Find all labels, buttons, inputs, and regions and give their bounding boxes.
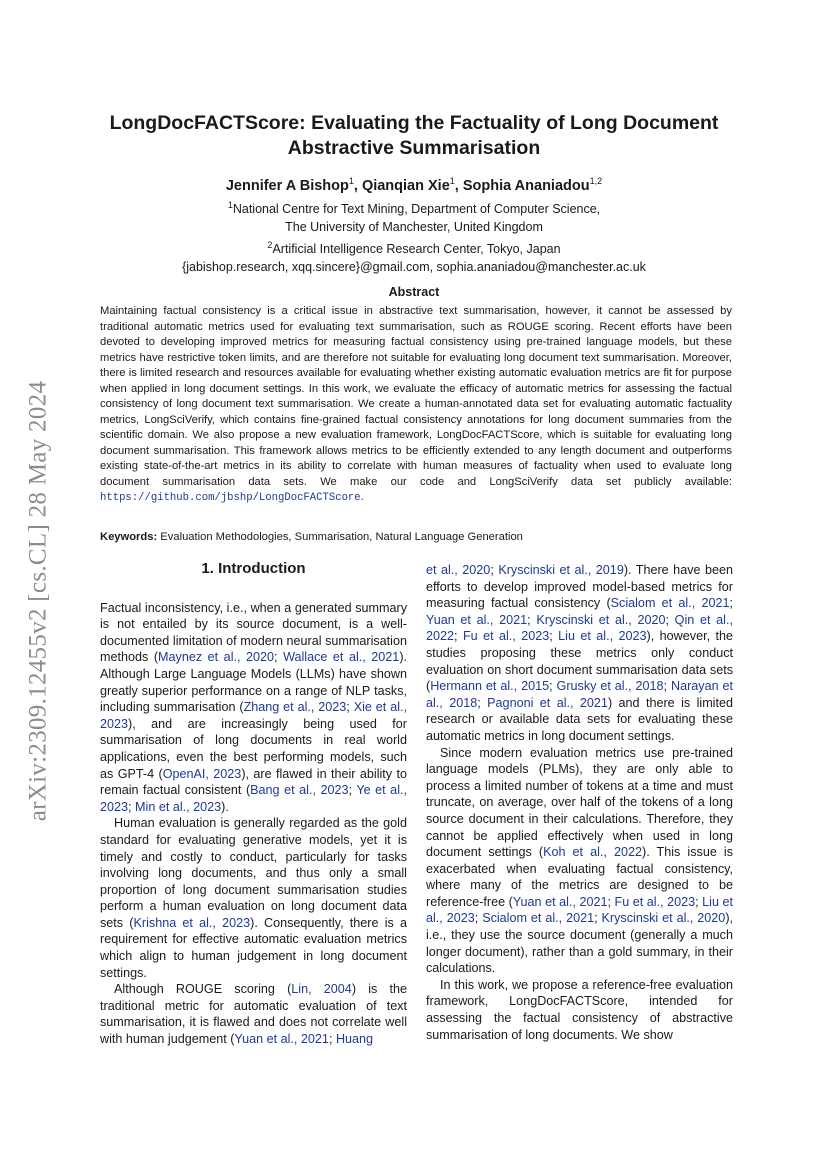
body-text: ;	[274, 650, 284, 665]
abstract-end: .	[360, 491, 364, 503]
citation-link[interactable]: Pagnoni et al., 2021	[487, 695, 608, 710]
right-column	[426, 562, 733, 1043]
affiliations	[80, 196, 748, 276]
arxiv-stamp-text: arXiv:2309.12455v2 [cs.CL] 28 May 2024	[24, 380, 52, 822]
keywords-text: Evaluation Methodologies, Summarisation, Natural Language Generation	[157, 531, 523, 543]
body-text: Human evaluation is generally regarded as the gold standard for evaluating generative models, yet it is timely and costly to conduct, particularly for tasks involving long documents, and thus only a small proportion of long document summarisation studies perform a human evaluation on long document data sets (	[100, 816, 407, 930]
author-name: Jennifer A Bishop	[225, 177, 349, 194]
body-text: ;	[454, 629, 463, 644]
body-text: Although ROUGE scoring (	[114, 982, 292, 997]
left-column	[100, 560, 407, 1048]
citation-link[interactable]: Yuan et al., 2021	[512, 894, 608, 909]
body-text: ;	[729, 596, 733, 611]
body-text: ;	[128, 799, 136, 814]
body-text: ;	[663, 679, 671, 694]
body-text: ;	[665, 612, 675, 627]
author-emails: {jabishop.research, xqq.sincere}@gmail.com, sophia.ananiadou@manchester.ac.uk	[182, 260, 646, 275]
citation-link[interactable]: Narayan et al., 2018	[426, 679, 734, 710]
body-text: ) and there is limited research or available data sets for evaluating these automatic metrics in long document settings.	[426, 695, 733, 743]
author-name: Sophia Ananiadou	[462, 177, 590, 194]
citation-link[interactable]: Fu et al., 2023	[614, 894, 696, 909]
citation-link[interactable]: Maynez et al., 2020	[158, 650, 275, 665]
keywords	[100, 531, 732, 543]
arxiv-stamp	[16, 352, 60, 850]
affiliation-text: National Centre for Text Mining, Department of Computer Science,	[232, 202, 601, 217]
intro-paragraph-4	[426, 745, 733, 977]
body-text: ), are flawed in their ability to remain factual consistent (	[100, 766, 407, 798]
citation-link[interactable]: Min et al., 2023	[135, 799, 222, 814]
citation-link[interactable]: Ye et al., 2023	[100, 783, 407, 814]
affiliation-1-cont: The University of Manchester, United Kingdom	[285, 220, 543, 235]
body-text: ;	[348, 783, 357, 798]
body-text: ).	[221, 799, 229, 814]
citation-link[interactable]: OpenAI, 2023	[162, 766, 242, 781]
body-text: In this work, we propose a reference-free evaluation framework, LongDocFACTScore, intended for assessing the factual consistency of abstractive summarisation of long documents. We show	[426, 977, 733, 1042]
author-separator: ,	[454, 177, 463, 194]
affiliation-2	[80, 236, 748, 258]
body-text: ). Consequently, there is a requirement for effective automatic evaluation metrics which align to human judgement in long document settings.	[100, 915, 407, 980]
author-separator: ,	[353, 177, 362, 194]
body-text: ). This issue is exacerbated when evaluating factual consistency, where many of the metrics are designed to be reference-free (	[426, 845, 733, 909]
body-text: ;	[549, 629, 559, 644]
citation-link[interactable]: Kryscinski et al., 2020	[536, 612, 666, 627]
body-text: ;	[328, 1032, 336, 1047]
citation-link[interactable]: Fu et al., 2023	[462, 629, 550, 644]
intro-paragraph-3	[100, 981, 407, 1047]
affiliation-text: Artificial Intelligence Research Center, Tokyo, Japan	[272, 242, 561, 257]
body-text: ;	[607, 894, 615, 909]
body-text: ) is the traditional metric for automatic evaluation of text summarisation, it is flawed and does not correlate well with human judgement (	[100, 982, 408, 1047]
body-text: ), i.e., they use the source document (generally a much longer document), rather than a gold summary, in their calculations.	[426, 911, 734, 976]
citation-link[interactable]: Grusky et al., 2018	[556, 679, 664, 694]
citation-link[interactable]: Liu et al., 2023	[558, 629, 647, 644]
author-affiliation-mark: 1,2	[589, 176, 603, 186]
citation-link[interactable]: Huang	[335, 1032, 374, 1047]
body-text: ;	[490, 563, 499, 577]
citation-link[interactable]: Kryscinski et al., 2020	[601, 911, 726, 926]
abstract-body	[100, 304, 732, 507]
citation-link[interactable]: Qin et al., 2022	[426, 612, 733, 644]
body-text: ). There have been efforts to develop improved model-based metrics for measuring factual consistency (	[426, 563, 734, 611]
citation-link[interactable]: Zhang et al., 2023	[243, 700, 347, 715]
citation-link[interactable]: Kryscinski et al., 2019	[498, 563, 624, 577]
body-text: ;	[346, 700, 354, 715]
citation-link[interactable]: Scialom et al., 2021	[482, 911, 595, 926]
body-text: Factual inconsistency, i.e., when a generated summary is not entailed by its source document, is a well-documented limitation of modern neural summarisation methods (	[100, 600, 407, 665]
body-text: ;	[477, 695, 488, 710]
citation-link[interactable]: Scialom et al., 2021	[610, 596, 730, 611]
affiliation-mark: 1	[227, 200, 233, 210]
code-link[interactable]: https://github.com/jbshp/LongDocFACTScore	[100, 492, 361, 504]
citation-link[interactable]: Xie et al., 2023	[100, 700, 407, 731]
body-text: ), and are increasingly being used for summarisation of long documents in real world applications, even the best performing models, such as GPT-4 (	[100, 716, 407, 781]
author-affiliation-mark: 1	[449, 176, 455, 186]
author-affiliation-mark: 1	[348, 176, 354, 186]
keywords-label: Keywords:	[100, 531, 158, 543]
paper-title	[80, 111, 748, 161]
citation-link[interactable]: Bang et al., 2023	[250, 783, 349, 798]
title-line-1: LongDocFACTScore: Evaluating the Factuality of Long Document	[109, 112, 719, 134]
abstract-text: Maintaining factual consistency is a critical issue in abstractive text summarisation, however, it cannot be assessed by traditional automatic metrics used for evaluating text summarisation, such as ROUGE scoring. Recent efforts have been devoted to developing improved metrics for measuring factual consistency using pre-trained language models, but these metrics have restrictive token limits, and are therefore not suitable for evaluating long document text summarisation. Moreover, there is limited research and resources available for evaluating whether existing automatic evaluation metrics are fit for purpose when applied in long document settings. In this work, we evaluate the efficacy of automatic metrics for assessing the factual consistency of long document text summarisation. We create a human-annotated data set for evaluating automatic factuality metrics, LongSciVerify, which contains fine-grained factual consistency annotations for long document summaries from the scientific domain. We also propose a new evaluation framework, LongDocFACTScore, which is suitable for evaluating long document summarisation. This framework allows metrics to be efficiently extended to any length document and outperforms existing state-of-the-art metrics in its ability to correlate with human measures of factuality when used to evaluate long document summarisation data sets. We make our code and LongSciVerify data set publicly available:	[100, 305, 732, 488]
intro-paragraph-5	[426, 977, 733, 1043]
citation-link[interactable]: et al., 2020	[426, 563, 491, 577]
citation-link[interactable]: Yuan et al., 2021	[426, 612, 528, 627]
intro-paragraph-2	[100, 815, 407, 981]
citation-link[interactable]: Wallace et al., 2021	[283, 650, 400, 665]
body-text: ;	[695, 894, 703, 909]
affiliation-1	[80, 196, 748, 218]
body-text: Since modern evaluation metrics use pre-trained language models (PLMs), they are only able to process a limited number of tokens at a time and must truncate, on average, over half of the tokens of a long source document in their calculations. Therefore, they cannot be applied effectively when used in long document settings (	[426, 745, 733, 860]
intro-paragraph-1	[100, 600, 407, 816]
title-line-2: Abstractive Summarisation	[287, 137, 541, 159]
body-text: ;	[474, 911, 483, 926]
citation-link[interactable]: Hermann et al., 2015	[430, 679, 550, 694]
body-text: ;	[549, 679, 557, 694]
intro-paragraph-3-cont	[426, 562, 733, 745]
body-text: ;	[527, 612, 537, 627]
body-text: ;	[594, 911, 602, 926]
author-list	[80, 176, 748, 194]
abstract-heading: Abstract	[388, 285, 440, 299]
body-text: ), however, the studies proposing these metrics only conduct evaluation on short document summarisation data sets (	[426, 629, 733, 694]
citation-link[interactable]: Krishna et al., 2023	[133, 915, 251, 930]
affiliation-mark: 2	[267, 240, 273, 251]
author-name: Qianqian Xie	[361, 177, 450, 194]
citation-link[interactable]: Yuan et al., 2021	[234, 1032, 329, 1047]
section-heading: 1. Introduction	[201, 560, 306, 577]
body-text: ). Although Large Language Models (LLMs) have shown greatly superior performance on a range of NLP tasks, including summarisation (	[100, 650, 408, 715]
citation-link[interactable]: Lin, 2004	[291, 982, 352, 997]
citation-link[interactable]: Liu et al., 2023	[426, 894, 733, 926]
citation-link[interactable]: Koh et al., 2022	[543, 845, 643, 860]
